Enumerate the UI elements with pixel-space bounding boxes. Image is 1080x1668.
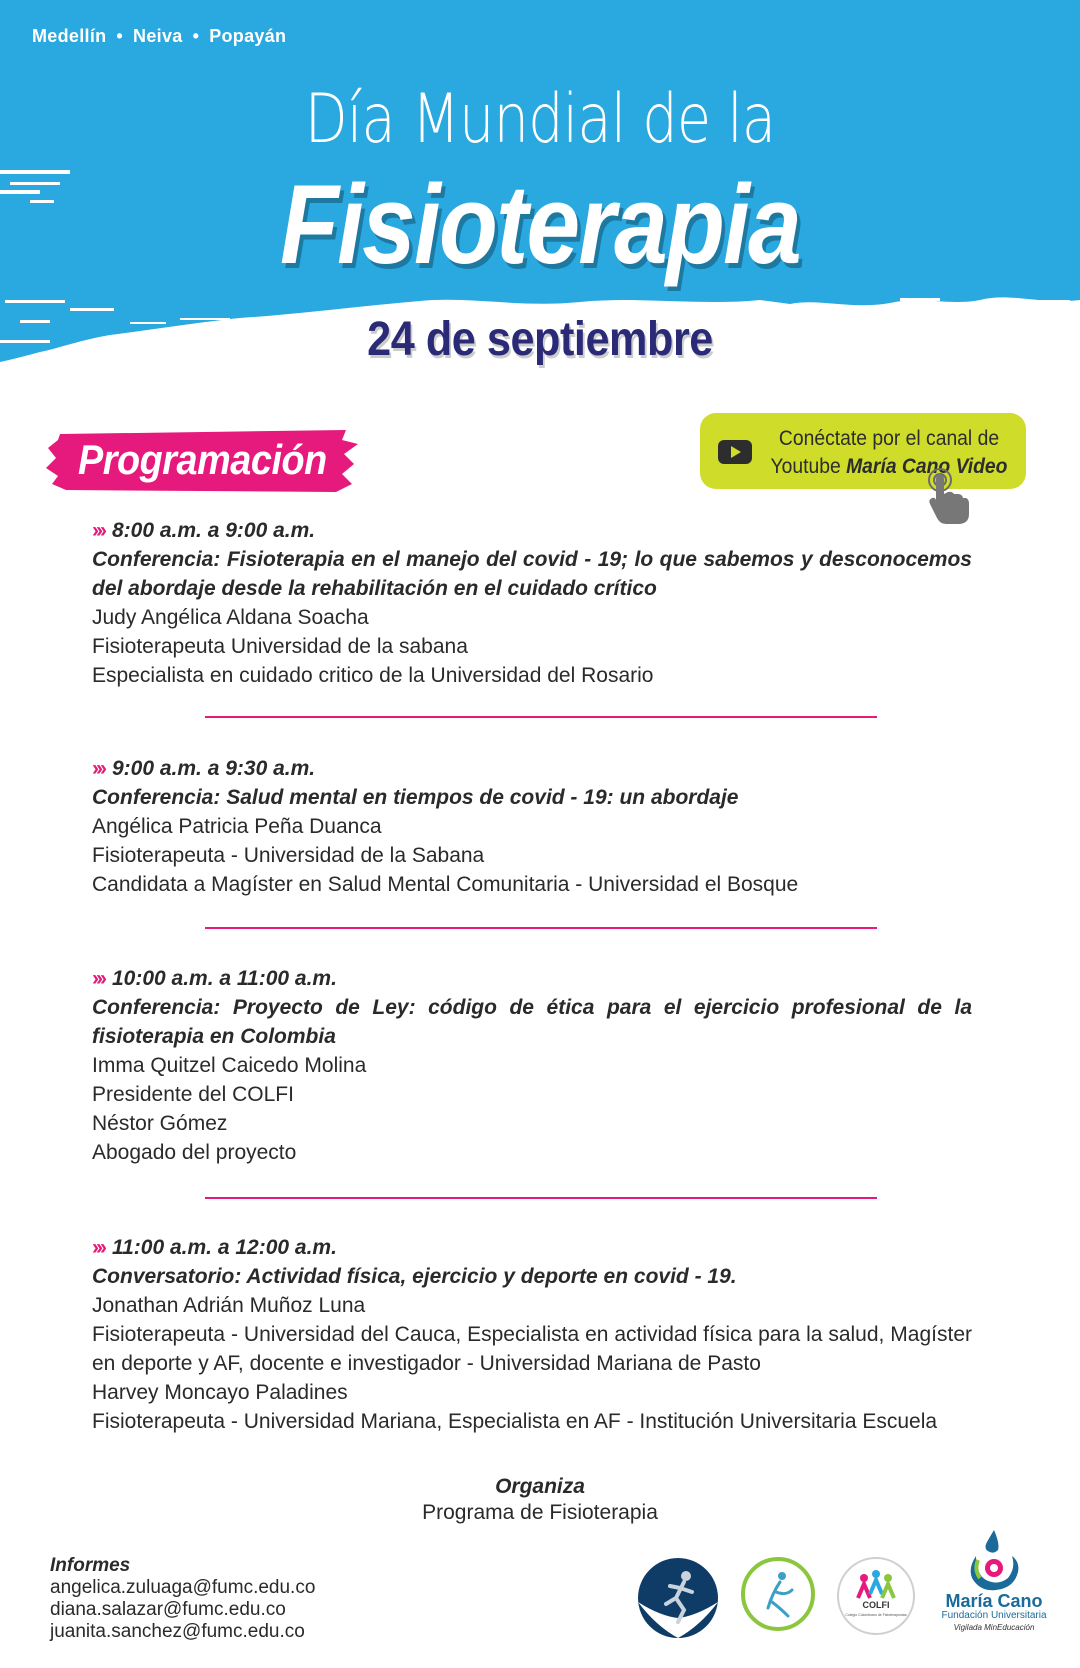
session-time-text: 10:00 a.m. a 11:00 a.m. (111, 967, 337, 990)
maria-cano-name: María Cano (945, 1591, 1043, 1611)
separator-dot: • (192, 26, 200, 46)
title-line-2: Fisioterapia (279, 162, 800, 287)
session-line: Harvey Moncayo Paladines (92, 1381, 348, 1404)
email-link[interactable]: diana.salazar@fumc.edu.co (50, 1599, 286, 1620)
session-line: Néstor Gómez (92, 1112, 228, 1135)
header-banner (0, 0, 1080, 390)
maria-cano-tag: Vigilada MinEducación (953, 1623, 1035, 1632)
maria-cano-drop-icon (964, 1530, 1024, 1592)
organiza-block (0, 1474, 1080, 1526)
divider (205, 716, 877, 718)
schedule (92, 516, 972, 1436)
youtube-line-2 (768, 453, 1009, 481)
session-line: Fisioterapeuta Universidad de la sabana (92, 635, 468, 658)
email-link[interactable]: juanita.sanchez@fumc.edu.co (50, 1621, 305, 1642)
runner-logo (636, 1556, 720, 1640)
session-topic: Conferencia: Proyecto de Ley: código de ética para el ejercicio profesional de la fisioterapia en Colombia (92, 996, 972, 1048)
session-line: Especialista en cuidado critico de la Universidad del Rosario (92, 664, 654, 687)
chevrons-icon: ››› (92, 967, 104, 990)
fisioterapia-program-logo (740, 1556, 816, 1632)
session-time-text: 11:00 a.m. a 12:00 a.m. (111, 1236, 337, 1259)
maria-cano-logo-text (934, 1592, 1054, 1634)
session-line: Judy Angélica Aldana Soacha (92, 606, 369, 629)
session-topic: Conversatorio: Actividad física, ejercicio y deporte en covid - 19. (92, 1265, 737, 1288)
session-line: Candidata a Magíster en Salud Mental Comunitaria - Universidad el Bosque (92, 873, 799, 896)
divider (205, 1197, 877, 1199)
session-line: Imma Quitzel Caicedo Molina (92, 1054, 367, 1077)
session-time-text: 9:00 a.m. a 9:30 a.m. (111, 757, 316, 780)
youtube-channel-box[interactable] (700, 413, 1026, 489)
colfi-subtext: Colegio Colombiano de Fisioterapeutas (845, 1613, 907, 1617)
session-line: Presidente del COLFI (92, 1083, 294, 1106)
email-link[interactable]: angelica.zuluaga@fumc.edu.co (50, 1577, 316, 1598)
city-neiva: Neiva (133, 26, 183, 46)
event-date: 24 de septiembre (367, 313, 713, 366)
session-time (92, 516, 972, 545)
youtube-prefix: Youtube (770, 455, 847, 478)
city-popayan: Popayán (209, 26, 287, 46)
session-line: Angélica Patricia Peña Duanca (92, 815, 382, 838)
session-4 (92, 1233, 972, 1436)
city-medellin: Medellín (32, 26, 107, 46)
session-line: Jonathan Adrián Muñoz Luna (92, 1294, 366, 1317)
maria-cano-sub: Fundación Universitaria (941, 1610, 1047, 1621)
programacion-badge (46, 430, 358, 492)
session-line: Abogado del proyecto (92, 1141, 297, 1164)
session-3 (92, 964, 972, 1167)
session-2 (92, 754, 972, 899)
session-topic: Conferencia: Salud mental en tiempos de covid - 19: un abordaje (92, 786, 739, 809)
separator-dot: • (116, 26, 124, 46)
informes-block (50, 1555, 315, 1643)
session-topic: Conferencia: Fisioterapia en el manejo del covid - 19; lo que sabemos y desconocemos del abordaje desde la rehabilitación en el cuidado crítico (92, 548, 972, 600)
organiza-value: Programa de Fisioterapia (422, 1501, 658, 1524)
chevrons-icon: ››› (92, 519, 104, 542)
session-1 (92, 516, 972, 690)
programacion-label: Programación (78, 436, 327, 483)
cities-line (32, 26, 286, 47)
session-line: Fisioterapeuta - Universidad de la Sabana (92, 844, 485, 867)
organiza-heading: Organiza (495, 1475, 585, 1498)
youtube-text (768, 425, 1009, 481)
chevrons-icon: ››› (92, 1236, 104, 1259)
colfi-text: COLFI (862, 1600, 890, 1610)
youtube-line-1: Conéctate por el canal de (778, 427, 1000, 450)
session-time (92, 1233, 972, 1262)
session-time-text: 8:00 a.m. a 9:00 a.m. (111, 519, 316, 542)
youtube-channel-name[interactable]: María Cano Video (846, 455, 1008, 478)
session-time (92, 964, 972, 993)
youtube-play-icon (718, 440, 752, 464)
session-line: Fisioterapeuta - Universidad Mariana, Especialista en AF - Institución Universitaria Escuela (92, 1410, 938, 1433)
title-line-1: Día Mundial de la (304, 80, 776, 159)
session-line: Fisioterapeuta - Universidad del Cauca, Especialista en actividad física para la salud, Magíster en deporte y AF, docente e investigador - Universidad Mariana de Pasto (92, 1323, 972, 1375)
divider (205, 927, 877, 929)
colfi-logo (836, 1556, 916, 1636)
informes-heading: Informes (50, 1555, 131, 1576)
chevrons-icon: ››› (92, 757, 104, 780)
session-time (92, 754, 972, 783)
